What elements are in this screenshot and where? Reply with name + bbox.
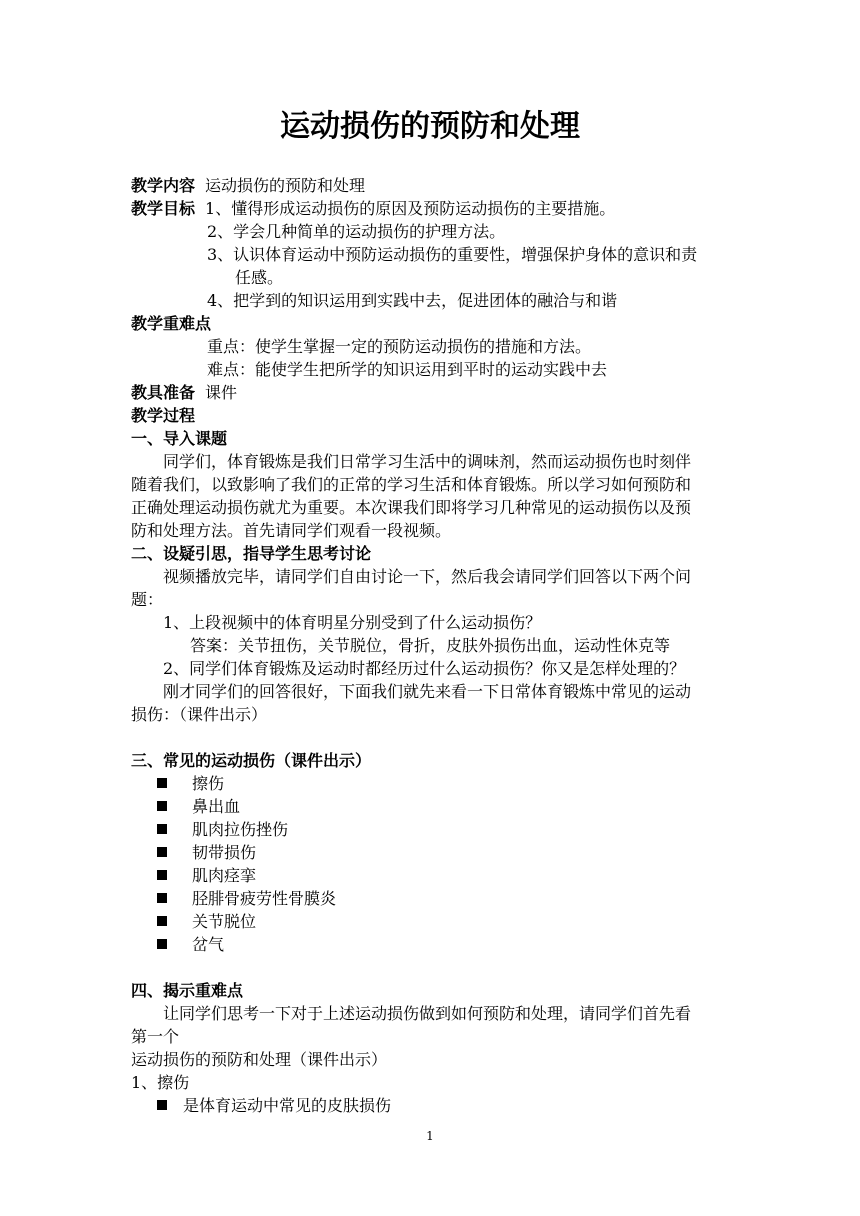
goal-item: 2、学会几种简单的运动损伤的护理方法。 bbox=[207, 222, 506, 241]
list-item: 擦伤 bbox=[157, 772, 224, 795]
section-heading: 四、揭示重难点 bbox=[131, 981, 244, 1000]
paragraph-line: 同学们，体育锻炼是我们日常学习生活中的调味剂，然而运动损伤也时刻伴 bbox=[163, 452, 692, 471]
teaching-tools-row bbox=[131, 381, 237, 404]
question-line: 1、上段视频中的体育明星分别受到了什么运动损伤？ bbox=[163, 613, 542, 632]
section-heading: 二、设疑引思，指导学生思考讨论 bbox=[131, 544, 372, 563]
list-item: 是体育运动中常见的皮肤损伤 bbox=[157, 1094, 391, 1117]
section-heading: 一、导入课题 bbox=[131, 429, 228, 448]
bullet-square-icon bbox=[157, 893, 167, 903]
difficulty-point: 难点：能使学生把所学的知识运用到平时的运动实践中去 bbox=[207, 360, 608, 379]
paragraph-line: 第一个 bbox=[131, 1027, 180, 1046]
bullet-square-icon bbox=[157, 824, 167, 834]
list-item: 肌肉拉伤挫伤 bbox=[157, 818, 288, 841]
paragraph-line: 正确处理运动损伤就尤为重要。本次课我们即将学习几种常见的运动损伤以及预 bbox=[131, 498, 692, 517]
key-point: 重点：使学生掌握一定的预防运动损伤的措施和方法。 bbox=[207, 337, 592, 356]
paragraph-line: 视频播放完毕，请同学们自由讨论一下，然后我会请同学们回答以下两个问 bbox=[163, 567, 692, 586]
list-item: 鼻出血 bbox=[157, 795, 240, 818]
page-number: 1 bbox=[426, 1129, 434, 1143]
paragraph-line: 1、擦伤 bbox=[131, 1073, 190, 1092]
key-points-label: 教学重难点 bbox=[131, 314, 212, 333]
bullet-square-icon bbox=[157, 778, 167, 788]
goal-item: 4、把学到的知识运用到实践中去，促进团体的融洽与和谐 bbox=[207, 291, 618, 310]
teaching-tools-label: 教具准备 bbox=[131, 383, 196, 402]
bullet-square-icon bbox=[157, 801, 167, 811]
paragraph-line: 防和处理方法。首先请同学们观看一段视频。 bbox=[131, 521, 452, 540]
list-item: 关节脱位 bbox=[157, 910, 256, 933]
bullet-square-icon bbox=[157, 1100, 167, 1110]
paragraph-line: 损伤：（课件出示） bbox=[131, 705, 268, 724]
answer-line: 答案：关节扭伤，关节脱位，骨折，皮肤外损伤出血，运动性休克等 bbox=[190, 636, 671, 655]
bullet-square-icon bbox=[157, 916, 167, 926]
bullet-square-icon bbox=[157, 847, 167, 857]
teaching-content-value: 运动损伤的预防和处理 bbox=[205, 176, 366, 195]
paragraph-line: 刚才同学们的回答很好，下面我们就先来看一下日常体育锻炼中常见的运动 bbox=[163, 682, 692, 701]
bullet-square-icon bbox=[157, 870, 167, 880]
teaching-process-label: 教学过程 bbox=[131, 406, 196, 425]
goal-item: 1、懂得形成运动损伤的原因及预防运动损伤的主要措施。 bbox=[205, 199, 616, 218]
list-item: 岔气 bbox=[157, 933, 224, 956]
teaching-goals-label: 教学目标 bbox=[131, 199, 196, 218]
page-title: 运动损伤的预防和处理 bbox=[280, 109, 580, 144]
list-item: 肌肉痉挛 bbox=[157, 864, 256, 887]
teaching-tools-value: 课件 bbox=[205, 383, 238, 402]
bullet-square-icon bbox=[157, 939, 167, 949]
paragraph-line: 随着我们，以致影响了我们的正常的学习生活和体育锻炼。所以学习如何预防和 bbox=[131, 475, 692, 494]
question-line: 2、同学们体育锻炼及运动时都经历过什么运动损伤？你又是怎样处理的？ bbox=[163, 659, 686, 678]
list-item: 胫腓骨疲劳性骨膜炎 bbox=[157, 887, 336, 910]
section-heading: 三、常见的运动损伤（课件出示） bbox=[131, 751, 372, 770]
paragraph-line: 题： bbox=[131, 590, 164, 609]
goal-item-continued: 任感。 bbox=[235, 268, 284, 287]
teaching-goals-row bbox=[131, 197, 615, 220]
paragraph-line: 让同学们思考一下对于上述运动损伤做到如何预防和处理，请同学们首先看 bbox=[163, 1004, 692, 1023]
paragraph-line: 运动损伤的预防和处理（课件出示） bbox=[131, 1050, 388, 1069]
goal-item: 3、认识体育运动中预防运动损伤的重要性，增强保护身体的意识和责 bbox=[207, 245, 698, 264]
teaching-content-label: 教学内容 bbox=[131, 176, 196, 195]
teaching-content-row bbox=[131, 174, 365, 197]
list-item: 韧带损伤 bbox=[157, 841, 256, 864]
